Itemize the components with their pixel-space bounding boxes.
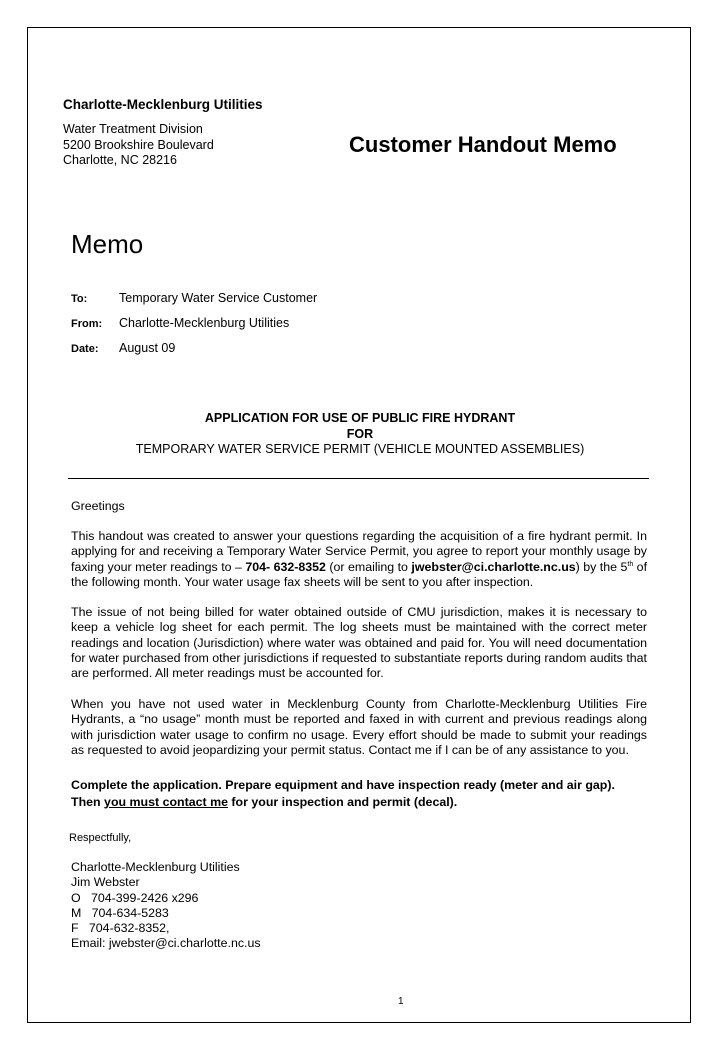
closing-text-c: for your inspection and permit (decal). — [227, 794, 458, 809]
signature-block — [71, 860, 261, 952]
paragraph-3: When you have not used water in Mecklenburg County from Charlotte-Mecklenburg Utilities Fire Hydrants, a “no usage” month must be reported and faxed in with current and previous readings along with jurisdiction water usage to confirm no usage. Every effort should be made to submit your readings as requested to avoid jeopardizing your permit status. Contact me if I can be of any assistance to you. — [71, 697, 647, 757]
application-line-2: FOR — [346, 426, 374, 441]
application-line-3: TEMPORARY WATER SERVICE PERMIT (VEHICLE MOUNTED ASSEMBLIES) — [135, 442, 585, 456]
signature-org: Charlotte-Mecklenburg Utilities — [71, 860, 240, 874]
closing-instructions — [71, 777, 647, 810]
signature-office-phone: O 704-399-2426 x296 — [71, 890, 199, 905]
from-value: Charlotte-Mecklenburg Utilities — [119, 316, 290, 330]
date-label: Date: — [71, 343, 99, 355]
handout-title: Customer Handout Memo — [349, 132, 617, 157]
signature-fax: F 704-632-8352, — [71, 921, 170, 936]
signature-mobile-phone: M 704-634-5283 — [71, 905, 169, 920]
address-line: 5200 Brookshire Boulevard — [63, 137, 214, 152]
application-line-1: APPLICATION FOR USE OF PUBLIC FIRE HYDRANT — [204, 411, 516, 425]
divider — [68, 478, 649, 479]
contact-me-emphasis: you must contact me — [104, 794, 228, 809]
signature-name: Jim Webster — [71, 875, 140, 890]
to-label: To: — [71, 293, 88, 305]
closing-line-2 — [71, 794, 647, 811]
closing-text-b: Then — [71, 794, 105, 809]
address-line: Charlotte, NC 28216 — [63, 153, 177, 167]
page-number: 1 — [398, 996, 404, 1007]
greeting: Greetings — [71, 499, 125, 513]
respectfully: Respectfully, — [69, 832, 132, 844]
org-name: Charlotte-Mecklenburg Utilities — [63, 97, 263, 112]
p1-text-a: This handout was created to answer your questions regarding the acquisition of a fire hydrant permit. In applying for and receiving a Temporary Water Service Permit, you agree to report your monthly usage by faxing your meter readings to – — [71, 529, 647, 574]
paragraph-1 — [71, 529, 647, 590]
address-line: Water Treatment Division — [63, 122, 203, 136]
p1-text-d: of the following month. Your water usage fax sheets will be sent to you after inspection. — [71, 559, 648, 589]
date-value: August 09 — [119, 341, 176, 355]
to-value: Temporary Water Service Customer — [119, 291, 318, 305]
p1-text-c: ) by the 5 — [575, 559, 628, 574]
ordinal-suffix: th — [627, 560, 634, 568]
application-heading — [60, 411, 660, 458]
signature-email: Email: jwebster@ci.charlotte.nc.us — [71, 936, 261, 951]
org-address — [63, 122, 214, 169]
paragraph-2: The issue of not being billed for water obtained outside of CMU jurisdiction, makes it is necessary to keep a vehicle log sheet for each permit. The log sheets must be maintained with the correct meter readings and location (Jurisdiction) where water was obtained and paid for. You will need documentation for water purchased from other jurisdictions if requested to substantiate reports during random audits that are performed. All meter readings must be accounted for. — [71, 605, 647, 681]
closing-line-1: Complete the application. Prepare equipment and have inspection ready (meter and air gap). — [71, 778, 615, 792]
from-label: From: — [71, 318, 103, 330]
memo-heading: Memo — [71, 229, 144, 259]
p1-text-b: (or emailing to — [325, 559, 412, 574]
fax-number: 704- 632-8352 — [245, 559, 326, 574]
contact-email: jwebster@ci.charlotte.nc.us — [411, 559, 576, 574]
